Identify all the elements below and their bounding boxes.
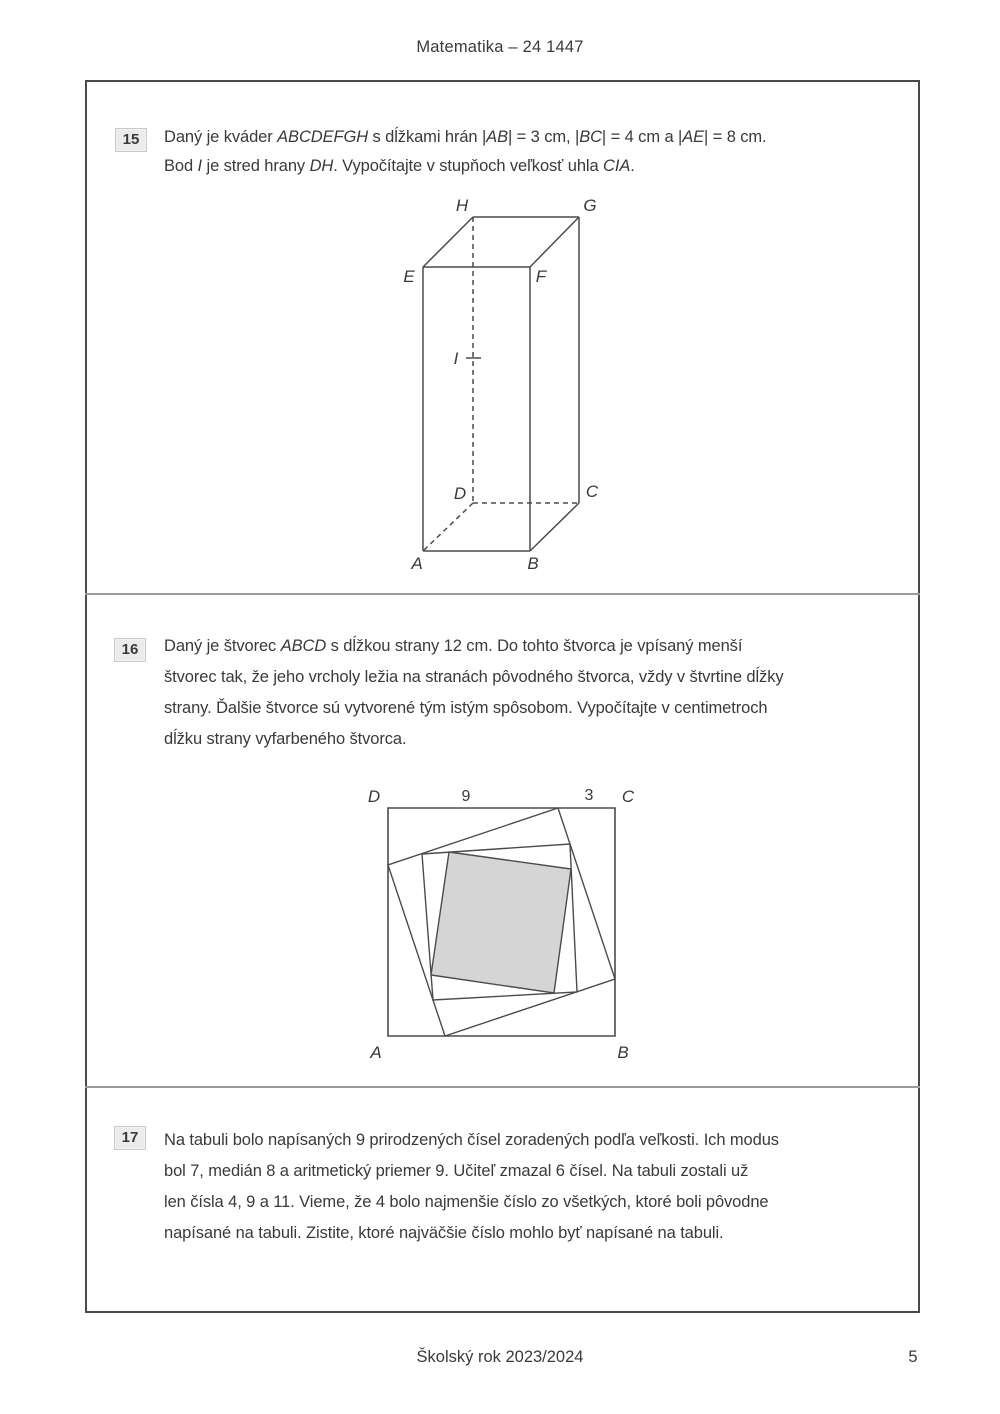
question-line: štvorec tak, že jeho vrcholy ležia na stranách pôvodného štvorca, vždy v štvrtine dĺžky (164, 668, 784, 686)
question-line: len čísla 4, 9 a 11. Vieme, že 4 bolo najmenšie číslo zo všetkých, ktoré boli pôvodne (164, 1193, 769, 1211)
question-number-badge: 15 (115, 128, 147, 152)
squares-label-D: D (367, 787, 381, 806)
question-line: dĺžku strany vyfarbeného štvorca. (164, 730, 407, 748)
cuboid-label-C: C (585, 482, 599, 501)
squares-label-B: B (617, 1043, 629, 1062)
question-line: napísané na tabuli. Zistite, ktoré najväčšie číslo mohlo byť napísané na tabuli. (164, 1224, 724, 1242)
cuboid-label-G: G (583, 196, 597, 215)
footer-school-year: Školský rok 2023/2024 (416, 1348, 584, 1366)
page-title: Matematika – 24 1447 (416, 38, 584, 56)
question-number-badge: 16 (114, 638, 146, 662)
question-line: Na tabuli bolo napísaných 9 prirodzených čísel zoradených podľa veľkosti. Ich modus (164, 1131, 779, 1149)
question-15-text (164, 123, 767, 181)
cuboid-label-B: B (527, 554, 539, 573)
squares-label-9: 9 (461, 788, 471, 805)
question-divider-1 (85, 593, 920, 595)
cuboid-label-H: H (455, 196, 469, 215)
cuboid-label-D: D (453, 484, 467, 503)
question-divider-2 (85, 1086, 920, 1088)
question-number-badge: 17 (114, 1126, 146, 1150)
cuboid-label-A: A (411, 554, 423, 573)
footer-page-number: 5 (908, 1348, 918, 1366)
cuboid-label-E: E (403, 267, 415, 286)
question-17-text (164, 1125, 779, 1249)
squares-label-C: C (621, 787, 635, 806)
question-line: strany. Ďalšie štvorce sú vytvorené tým istým spôsobom. Vypočítajte v centimetroch (164, 699, 768, 717)
cuboid-label-I: I (453, 349, 459, 368)
question-line: bol 7, medián 8 a aritmetický priemer 9. Učiteľ zmazal 6 čísel. Na tabuli zostali už (164, 1162, 749, 1180)
question-line: Daný je kváder ABCDEFGH s dĺžkami hrán |AB| = 3 cm, |BC| = 4 cm a |AE| = 8 cm. (164, 128, 767, 146)
question-16-text (164, 631, 784, 755)
squares-label-3: 3 (584, 787, 594, 804)
squares-label-A: A (370, 1043, 382, 1062)
question-line: Bod I je stred hrany DH. Vypočítajte v stupňoch veľkosť uhla CIA. (164, 157, 635, 175)
cuboid-label-F: F (535, 267, 547, 286)
question-line: Daný je štvorec ABCD s dĺžkou strany 12 cm. Do tohto štvorca je vpísaný menší (164, 637, 743, 655)
